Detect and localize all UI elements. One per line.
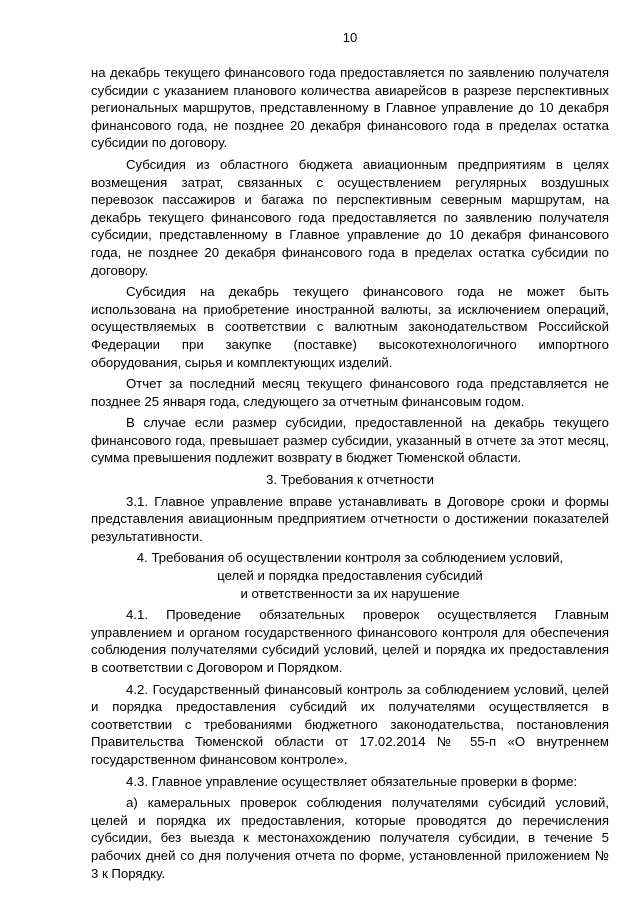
paragraph-refund: В случае если размер субсидии, предоставленной на декабрь текущего финансового года, превышает размер субсидии, указанный в отчете за этот месяц, сумма превышения подлежит возврату в бюджет Тюменской области. <box>91 415 609 466</box>
paragraph-4-2: 4.2. Государственный финансовый контроль за соблюдением условий, целей и порядка предоставления субсидий их получателями осуществляется в соответствии с требованиями бюджетного законодательства, постановления Правительства Тюменской области от 17.02.2014 № 55-п «О внутреннем государственном финансовом контроле». <box>91 681 609 767</box>
paragraph-3-1: 3.1. Главное управление вправе устанавливать в Договоре сроки и формы представления авиационным предприятием отчетности о достижении показателей результативности. <box>91 493 609 544</box>
section-4-heading <box>91 549 609 602</box>
paragraph-4-3-a: а) камеральных проверок соблюдения получателями субсидий условий, целей и порядка их предоставления, которые проводятся до перечисления субсидии, без выезда к местонахождению получателя субсидии, в течение 5 рабочих дней со дня получения отчета по форме, установленной приложением № 3 к Порядку. <box>91 795 609 881</box>
section-4-heading-line: и ответственности за их нарушение <box>240 585 460 601</box>
section-4-heading-line: целей и порядка предоставления субсидий <box>217 568 483 584</box>
paragraph-currency-restriction: Субсидия на декабрь текущего финансового года не может быть использована на приобретение иностранной валюты, за исключением операций, осуществляемых в соответствии с валютным законодательством Российской Федерации при закупке (поставке) высокотехнологичного импортного оборудования, сырья и комплектующих изделий. <box>91 284 609 370</box>
section-4-heading-line: 4. Требования об осуществлении контроля за соблюдением условий, <box>136 550 564 566</box>
paragraph-report-deadline: Отчет за последний месяц текущего финансового года представляется не позднее 25 января года, следующего за отчетным финансовым годом. <box>91 376 609 409</box>
paragraph-continuation: на декабрь текущего финансового года предоставляется по заявлению получателя субсидии с указанием планового количества авиарейсов в разрезе перспективных региональных маршрутов, представленному в Главное управление до 10 декабря финансового года, не позднее 20 декабря финансового года в пределах остатка субсидии по договору. <box>91 65 609 151</box>
paragraph-4-3: 4.3. Главное управление осуществляет обязательные проверки в форме: <box>126 773 578 789</box>
paragraph-4-1: 4.1. Проведение обязательных проверок осуществляется Главным управлением и органом государственного финансового контроля для обеспечения соблюдения получателями субсидий условий, целей и порядка их предоставления в соответствии с Договором и Порядком. <box>91 607 609 675</box>
page-number: 10 <box>342 30 358 45</box>
section-3-heading: 3. Требования к отчетности <box>266 472 434 488</box>
document-page <box>91 30 609 886</box>
paragraph-northern-routes-subsidy: Субсидия из областного бюджета авиационным предприятиям в целях возмещения затрат, связанных с осуществлением регулярных воздушных перевозок пассажиров и багажа по перспективным северным маршрутам, на декабрь текущего финансового года предоставляется по заявлению получателя субсидии, представленному в Главное управление до 10 декабря финансового года, не позднее 20 декабря финансового года в пределах остатка субсидии по договору. <box>91 156 609 278</box>
